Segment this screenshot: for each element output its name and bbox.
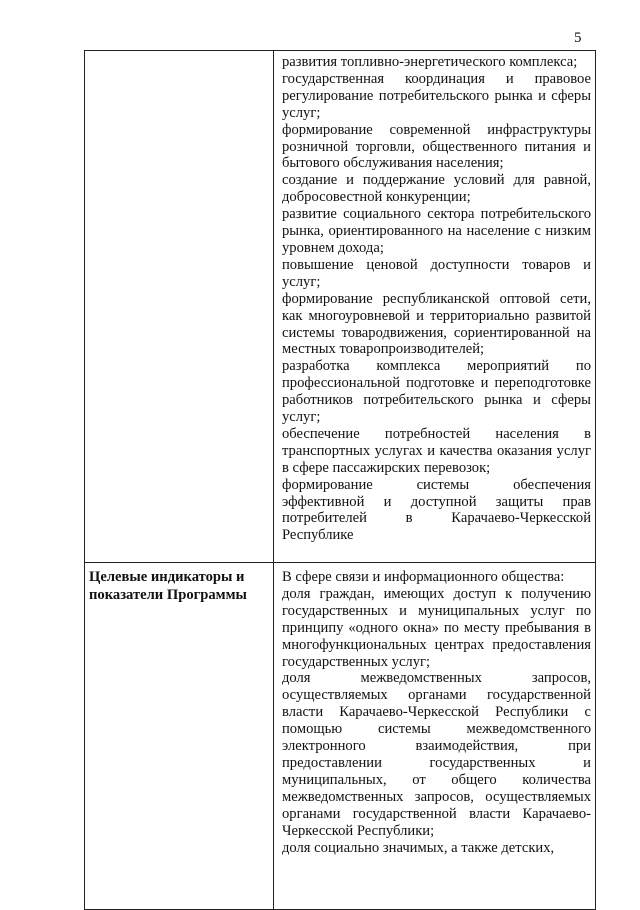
task-item: формирование республиканской оптовой сети, как многоуровневой и территориально развитой системы товародвижения, сориентированной на местных товаропроизводителей; [282, 290, 591, 358]
task-item: формирование системы обеспечения эффективной и доступной защиты прав потребителей в Карачаево-Черкесской Республике [282, 476, 591, 544]
task-item: разработка комплекса мероприятий по профессиональной подготовке и переподготовке работников потребительского рынка и сферы услуг; [282, 358, 591, 426]
task-item: развития топливно-энергетического комплекса; [282, 54, 578, 70]
table-row-tasks [85, 51, 596, 563]
indicator-item: В сфере связи и информационного общества: [282, 569, 565, 585]
page-number: 5 [574, 30, 582, 46]
task-item: повышение ценовой доступности товаров и услуг; [282, 256, 591, 290]
task-item: государственная координация и правовое регулирование потребительского рынка и сферы услуг; [282, 70, 591, 121]
indicator-item: доля социально значимых, а также детских, [282, 839, 555, 856]
task-item: формирование современной инфраструктуры розничной торговли, общественного питания и бытового обслуживания населения; [282, 121, 591, 172]
indicators-label-cell [85, 563, 274, 910]
tasks-cell [274, 51, 596, 563]
indicator-item: доля граждан, имеющих доступ к получению государственных и муниципальных услуг по принципу «одного окна» по месту пребывания в многофункциональных центрах предоставления государственных услуг; [282, 585, 591, 670]
indicators-label: Целевые индикаторы и показатели Программы [89, 569, 247, 603]
task-item: обеспечение потребностей населения в транспортных услугах и качества оказания услуг в сфере пассажирских перевозок; [282, 425, 591, 476]
task-item: создание и поддержание условий для равной, добросовестной конкуренции; [282, 172, 591, 206]
empty-label-cell [85, 51, 274, 563]
indicators-cell [274, 563, 596, 910]
program-passport-table [84, 50, 596, 910]
indicator-item: доля межведомственных запросов, осуществляемых органами государственной власти Карачаево-Черкесской Республики с помощью системы межведомственного электронного взаимодействия, при предоставлении государственных и муниципальных, от общего количества межведомственных запросов, осуществляемых органами государственной власти Карачаево-Черкесской Республики; [282, 670, 591, 839]
task-item: развитие социального сектора потребительского рынка, ориентированного на население с низким уровнем дохода; [282, 206, 591, 256]
tasks-text [274, 51, 595, 544]
table-row-indicators [85, 563, 596, 910]
indicators-text [274, 563, 595, 856]
